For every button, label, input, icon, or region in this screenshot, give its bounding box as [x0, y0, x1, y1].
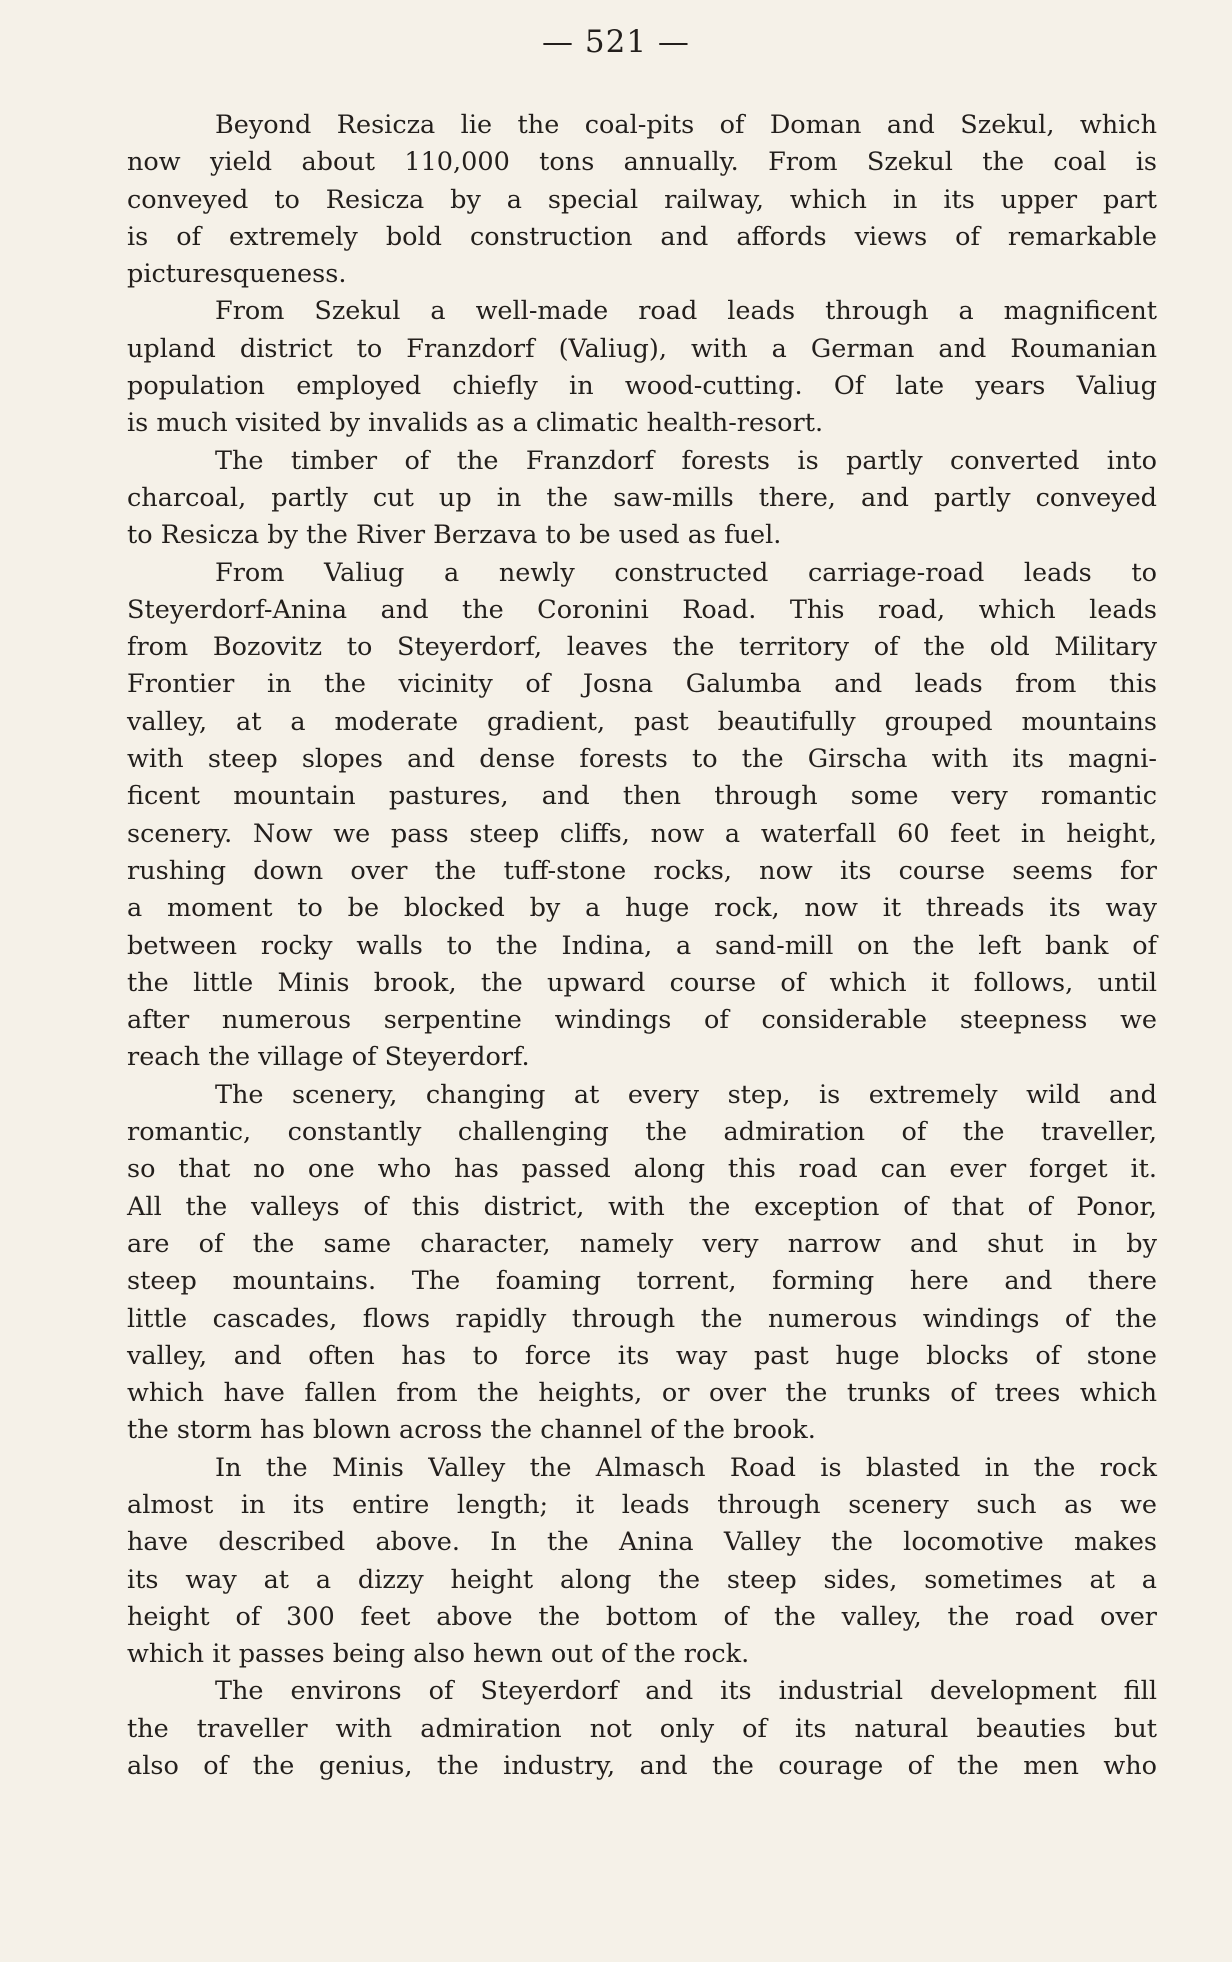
text-line: romantic, constantly challenging the admiration of the traveller,	[127, 1117, 1157, 1148]
text-line: population employed chiefly in wood-cutting. Of late years Valiug	[127, 371, 1157, 402]
text-line: picturesqueness.	[127, 259, 347, 290]
body-text	[127, 107, 1157, 1785]
text-line: is of extremely bold construction and affords views of remarkable	[127, 221, 1157, 252]
text-line: conveyed to Resicza by a special railway, which in its upper part	[127, 184, 1157, 215]
text-line: Beyond Resicza lie the coal-pits of Doman and Szekul, which	[215, 110, 1157, 140]
text-line: also of the genius, the industry, and the courage of the men who	[127, 1751, 1157, 1782]
text-line: charcoal, partly cut up in the saw-mills there, and partly conveyed	[127, 482, 1157, 513]
text-line: a moment to be blocked by a huge rock, now it threads its way	[127, 893, 1157, 924]
text-line: little cascades, flows rapidly through the numerous windings of the	[127, 1303, 1157, 1334]
text-line: Steyerdorf-Anina and the Coronini Road. This road, which leads	[127, 594, 1157, 625]
text-line: the little Minis brook, the upward course of which it follows, until	[127, 967, 1157, 998]
text-line: In the Minis Valley the Almasch Road is blasted in the rock	[215, 1452, 1157, 1483]
text-line: Frontier in the vicinity of Josna Galumba and leads from this	[127, 669, 1157, 700]
text-line: have described above. In the Anina Valley the locomotive makes	[127, 1527, 1157, 1558]
text-line: the storm has blown across the channel of the brook.	[127, 1415, 816, 1446]
text-line: is much visited by invalids as a climatic health-resort.	[127, 408, 824, 439]
text-line: valley, and often has to force its way past huge blocks of stone	[127, 1340, 1157, 1371]
text-line: between rocky walls to the Indina, a sand-mill on the left bank of	[127, 930, 1157, 961]
text-line: from Bozovitz to Steyerdorf, leaves the territory of the old Military	[127, 632, 1157, 663]
text-line: reach the village of Steyerdorf.	[127, 1042, 530, 1073]
text-line: height of 300 feet above the bottom of the valley, the road over	[127, 1601, 1157, 1632]
text-line: All the valleys of this district, with the exception of that of Ponor,	[127, 1191, 1157, 1222]
text-line: its way at a dizzy height along the steep sides, sometimes at a	[127, 1564, 1157, 1595]
text-line: scenery. Now we pass steep cliffs, now a waterfall 60 feet in height,	[127, 818, 1157, 849]
text-line: so that no one who has passed along this road can ever forget it.	[127, 1154, 1157, 1185]
text-line: which it passes being also hewn out of the rock.	[127, 1639, 750, 1670]
text-line: From Szekul a well-made road leads through a magnificent	[215, 296, 1157, 327]
text-line: From Valiug a newly constructed carriage-road leads to	[215, 557, 1157, 588]
text-line: now yield about 110,000 tons annually. From Szekul the coal is	[127, 147, 1157, 178]
text-line: are of the same character, namely very narrow and shut in by	[127, 1228, 1157, 1259]
text-line: The timber of the Franzdorf forests is partly converted into	[215, 445, 1157, 476]
text-line: ficent mountain pastures, and then through some very romantic	[127, 781, 1157, 812]
text-line: with steep slopes and dense forests to the Girscha with its magni-	[127, 744, 1157, 775]
text-line: steep mountains. The foaming torrent, forming here and there	[127, 1266, 1157, 1297]
text-line: to Resicza by the River Berzava to be used as fuel.	[127, 520, 782, 551]
text-line: after numerous serpentine windings of considerable steepness we	[127, 1005, 1157, 1036]
text-line: the traveller with admiration not only of its natural beauties but	[127, 1713, 1157, 1744]
text-line: rushing down over the tuff-stone rocks, now its course seems for	[127, 855, 1157, 886]
text-line: upland district to Franzdorf (Valiug), with a German and Roumanian	[127, 333, 1157, 364]
text-line: which have fallen from the heights, or over the trunks of trees which	[127, 1378, 1157, 1409]
text-line: The scenery, changing at every step, is extremely wild and	[215, 1079, 1157, 1110]
page-number: — 521 —	[542, 24, 690, 60]
text-line: valley, at a moderate gradient, past beautifully grouped mountains	[127, 706, 1157, 737]
text-line: The environs of Steyerdorf and its industrial development fill	[215, 1676, 1157, 1707]
text-line: almost in its entire length; it leads through scenery such as we	[127, 1489, 1157, 1520]
